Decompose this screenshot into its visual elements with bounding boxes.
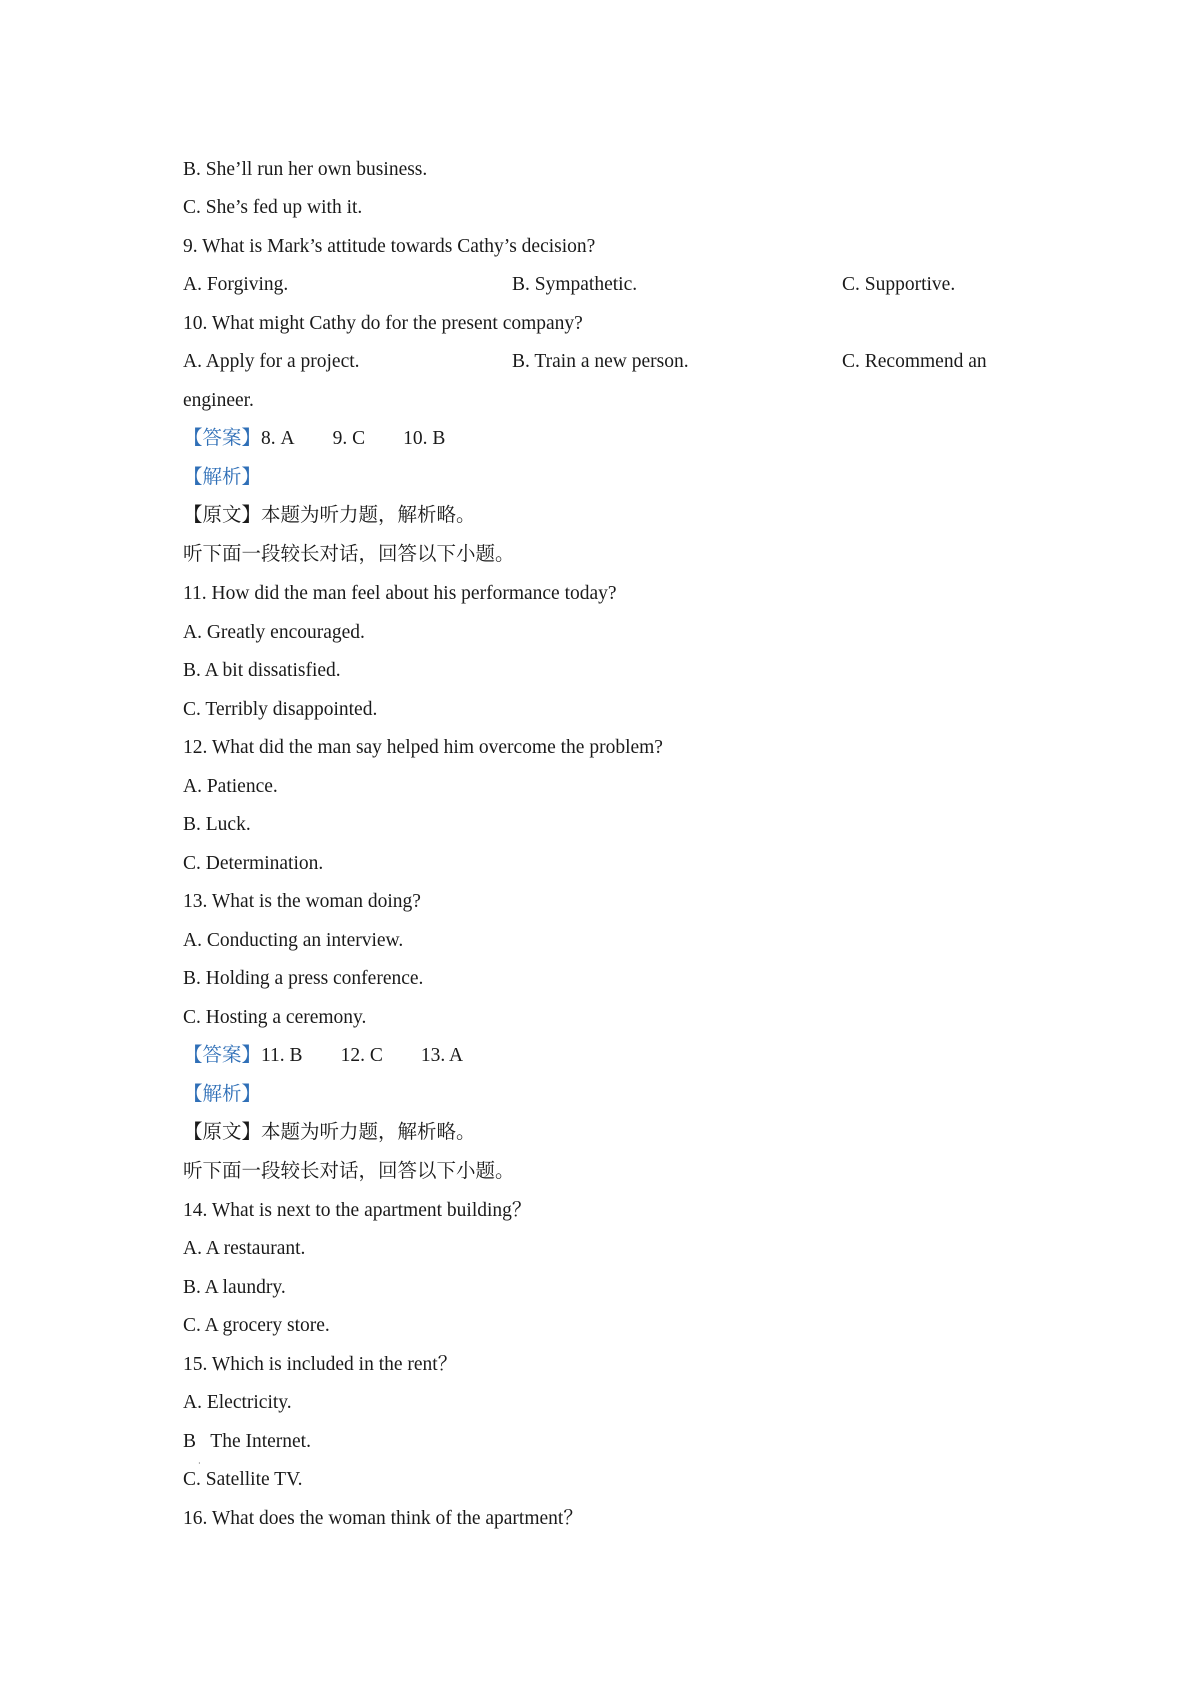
- analysis-tag: 【解析】: [183, 1084, 262, 1105]
- q13-option-a: A. Conducting an interview.: [183, 930, 404, 951]
- q14-option-c: C. A grocery store.: [183, 1315, 330, 1336]
- answer-tag: 【答案】: [183, 428, 262, 449]
- section-instruction: 听下面一段较长对话，回答以下小题。: [183, 1161, 515, 1182]
- q9-question: 9. What is Mark’s attitude towards Cathy’s decision?: [183, 236, 596, 257]
- answer-item: 9. C: [332, 428, 366, 449]
- q16-question: 16. What does the woman think of the apartment？: [183, 1508, 583, 1529]
- q14-option-b: B. A laundry.: [183, 1277, 286, 1298]
- q15-question: 15. Which is included in the rent？: [183, 1354, 458, 1375]
- q12-option-b: B. Luck.: [183, 814, 251, 835]
- stray-dot-mark: ·: [198, 1459, 201, 1468]
- q15-option-b: B The Internet.: [183, 1431, 311, 1452]
- answer-item: 13. A: [420, 1045, 464, 1066]
- q9-option-b: B. Sympathetic.: [512, 274, 638, 295]
- q10-option-c-continued: engineer.: [183, 390, 254, 411]
- analysis-tag: 【解析】: [183, 467, 262, 488]
- q9-option-c: C. Supportive.: [842, 274, 956, 295]
- q13-question: 13. What is the woman doing?: [183, 891, 421, 912]
- section-instruction: 听下面一段较长对话，回答以下小题。: [183, 544, 515, 565]
- q8-option-b: B. She’ll run her own business.: [183, 159, 428, 180]
- answer-item: 12. C: [340, 1045, 383, 1066]
- q11-option-c: C. Terribly disappointed.: [183, 699, 378, 720]
- q10-option-a: A. Apply for a project.: [183, 351, 360, 372]
- q11-option-a: A. Greatly encouraged.: [183, 622, 365, 643]
- q11-question: 11. How did the man feel about his performance today?: [183, 583, 617, 604]
- q8-option-c: C. She’s fed up with it.: [183, 197, 363, 218]
- q15-option-a: A. Electricity.: [183, 1392, 292, 1413]
- q12-option-a: A. Patience.: [183, 776, 278, 797]
- q11-option-b: B. A bit dissatisfied.: [183, 660, 341, 681]
- answer-line-2: [183, 1044, 463, 1068]
- q15-option-c: C. Satellite TV.: [183, 1469, 303, 1490]
- answer-item: 10. B: [403, 428, 446, 449]
- answer-line-1: [183, 427, 445, 451]
- source-text: 【原文】本题为听力题，解析略。: [183, 1122, 476, 1143]
- q14-question: 14. What is next to the apartment building？: [183, 1200, 532, 1221]
- q10-option-b: B. Train a new person.: [512, 351, 689, 372]
- q10-question: 10. What might Cathy do for the present company?: [183, 313, 583, 334]
- q14-option-a: A. A restaurant.: [183, 1238, 306, 1259]
- answer-tag: 【答案】: [183, 1045, 262, 1066]
- source-text: 【原文】本题为听力题，解析略。: [183, 505, 476, 526]
- answer-item: 8. A: [261, 428, 295, 449]
- q12-question: 12. What did the man say helped him overcome the problem?: [183, 737, 663, 758]
- q13-option-c: C. Hosting a ceremony.: [183, 1007, 367, 1028]
- q9-option-a: A. Forgiving.: [183, 274, 289, 295]
- q12-option-c: C. Determination.: [183, 853, 324, 874]
- answer-item: 11. B: [261, 1045, 303, 1066]
- q13-option-b: B. Holding a press conference.: [183, 968, 424, 989]
- q10-option-c: C. Recommend an: [842, 351, 987, 372]
